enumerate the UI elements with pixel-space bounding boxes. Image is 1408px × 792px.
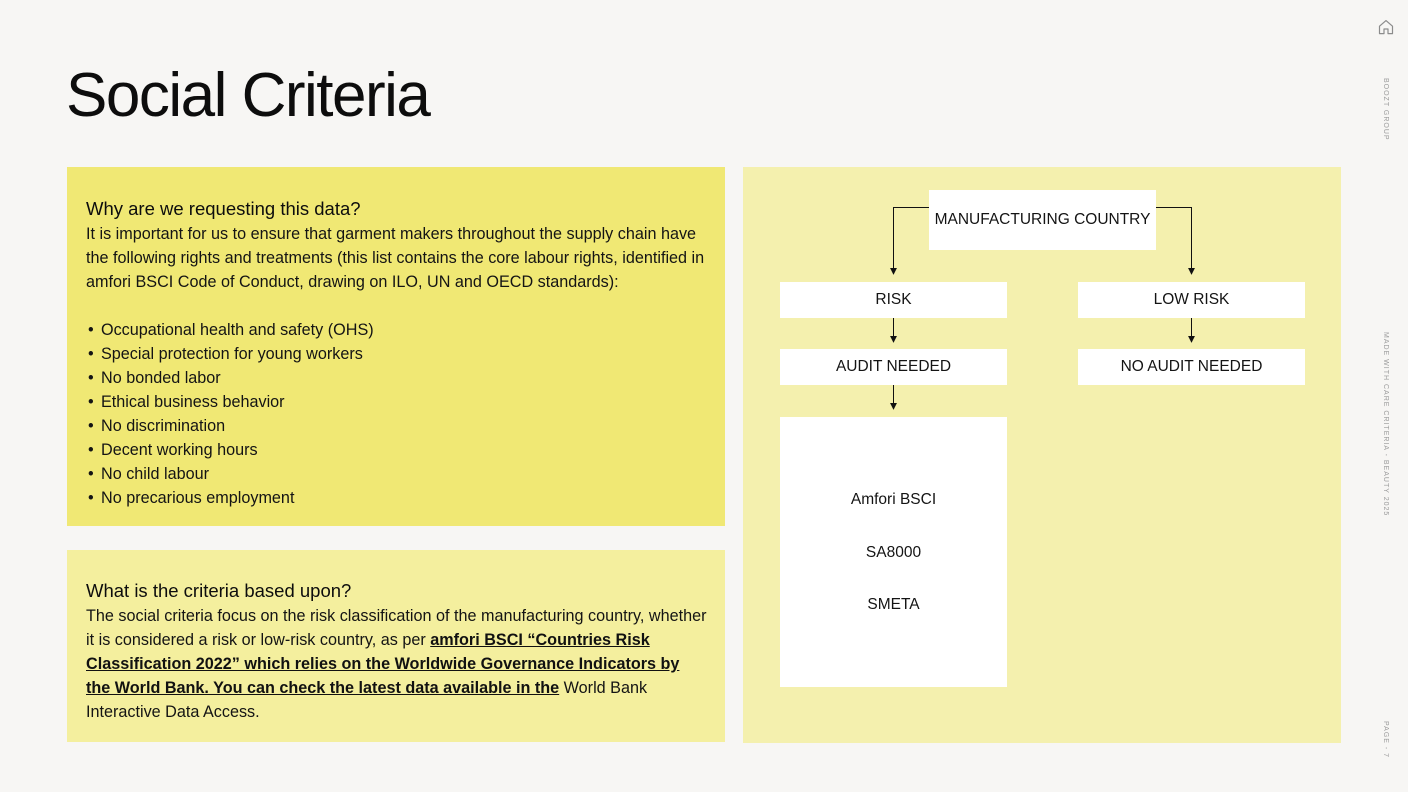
list-item — [86, 390, 707, 414]
bullet-icon: • — [88, 321, 94, 339]
bullet-icon: • — [88, 393, 94, 411]
criteria-body-text: The social criteria focus on the risk classification of the manufacturing country, whether it is considered a risk or low-risk country, as per — [86, 607, 707, 649]
list-item-text: Ethical business behavior — [101, 393, 285, 411]
list-item — [86, 366, 707, 390]
no-audit-needed-box: NO AUDIT NEEDED — [1078, 349, 1305, 385]
standard-amfori-bsci: Amfori BSCI — [850, 491, 937, 508]
why-body: It is important for us to ensure that garment makers throughout the supply chain have the following rights and treatments (this list contains the core labour rights, identified in amfori BSCI Code of Conduct, drawing on ILO, UN and OECD standards): — [86, 225, 705, 291]
list-item-text: No discrimination — [101, 417, 226, 435]
bullet-icon: • — [88, 369, 94, 387]
standard-smeta: SMETA — [867, 596, 920, 613]
list-item — [86, 462, 707, 486]
criteria-card — [67, 550, 725, 742]
home-icon[interactable] — [1377, 18, 1395, 36]
bullet-icon: • — [88, 489, 94, 507]
list-item-text: No child labour — [101, 465, 209, 483]
audit-needed-box: AUDIT NEEDED — [780, 349, 1007, 385]
criteria-body-end: World Bank Interactive Data Access. — [86, 679, 648, 721]
bullet-icon: • — [88, 417, 94, 435]
criteria-heading: What is the criteria based upon? — [86, 580, 352, 601]
rights-list — [86, 318, 707, 510]
list-item — [86, 414, 707, 438]
bullet-icon: • — [88, 345, 94, 363]
document-label: MADE WITH CARE CRITERIA - BEAUTY 2025 — [1382, 332, 1389, 517]
risk-classification-link[interactable]: amfori BSCI “Countries Risk Classification 2022” which relies on the Worldwide Governance Indicators by the World Bank. You can check the latest data available in the — [86, 631, 680, 697]
manufacturing-country-box: MANUFACTURING COUNTRY — [929, 190, 1156, 250]
page-number: PAGE - 7 — [1382, 721, 1389, 759]
standard-sa8000: SA8000 — [865, 543, 922, 561]
bullet-icon: • — [88, 465, 94, 483]
list-item-text: Decent working hours — [101, 441, 258, 459]
list-item-text: Occupational health and safety (OHS) — [101, 321, 374, 339]
page-title: Social Criteria — [66, 61, 430, 130]
list-item — [86, 318, 707, 342]
criteria-body — [86, 604, 707, 724]
list-item-text: No precarious employment — [101, 489, 295, 507]
risk-box: RISK — [780, 282, 1007, 318]
brand-label: BOOZT GROUP — [1382, 78, 1389, 141]
list-item-text: Special protection for young workers — [101, 345, 363, 363]
low-risk-box: LOW RISK — [1078, 282, 1305, 318]
list-item — [86, 342, 707, 366]
bullet-icon: • — [88, 441, 94, 459]
why-heading: Why are we requesting this data? — [86, 198, 361, 219]
list-item-text: No bonded labor — [101, 369, 221, 387]
audit-standards-box — [780, 417, 1007, 687]
list-item — [86, 438, 707, 462]
list-item — [86, 486, 707, 510]
why-card — [67, 167, 725, 526]
